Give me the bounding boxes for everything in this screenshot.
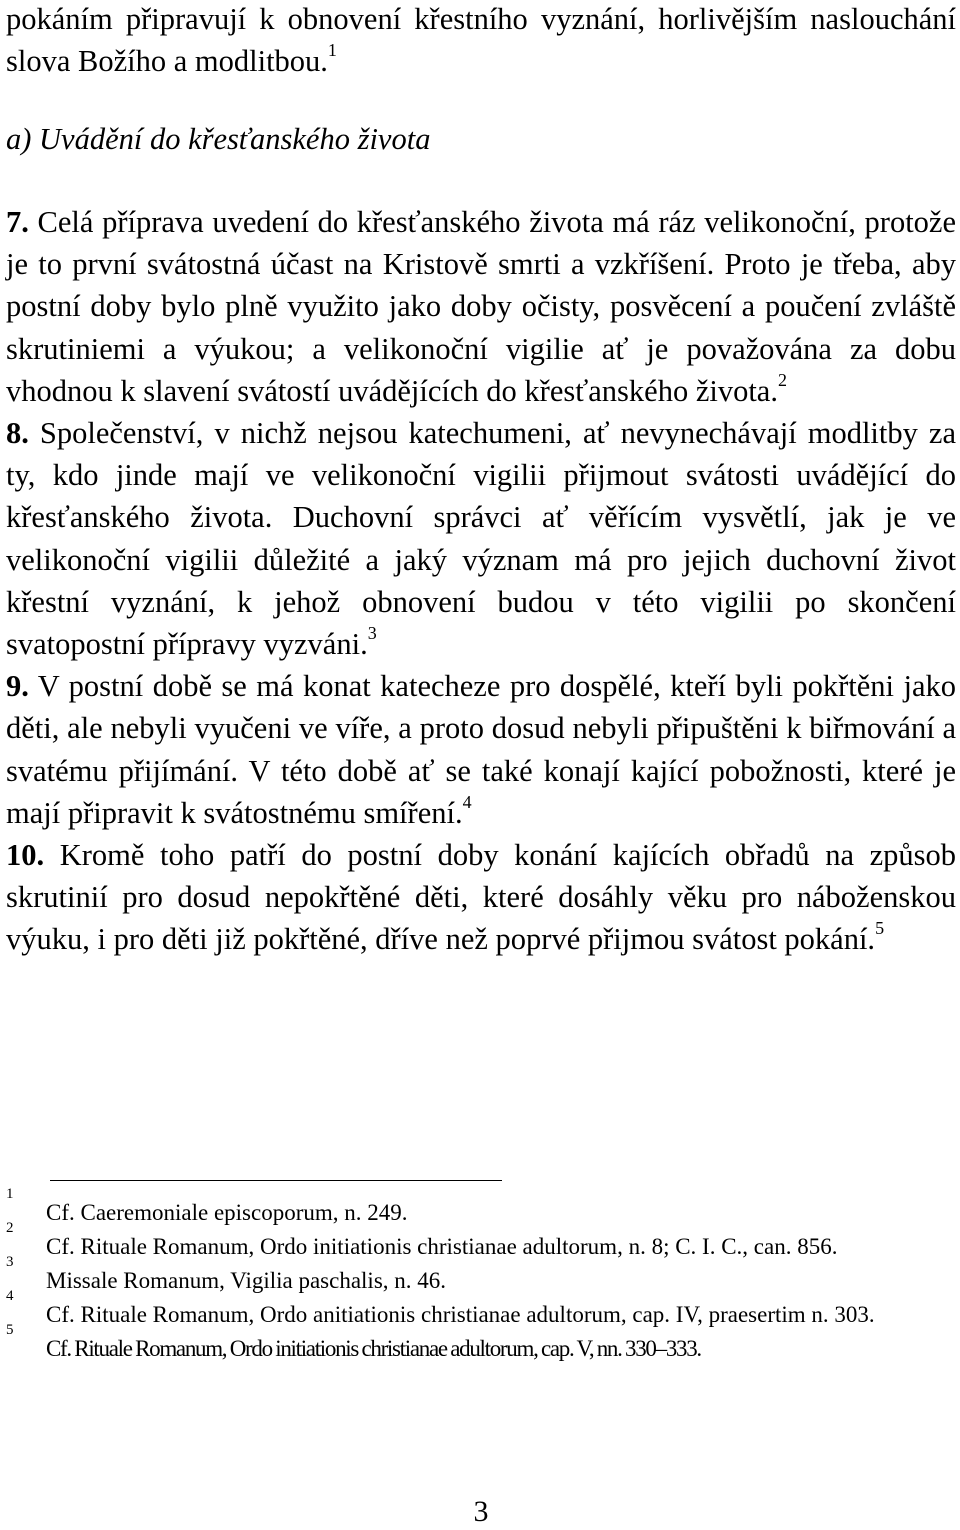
paragraph-continuation <box>6 0 956 82</box>
intro-paragraph <box>6 0 956 82</box>
paragraph-text: Společenství, v nichž nejsou katechumeni, ať nevynechávají modlitby za ty, kdo jinde mají ve velikonoční vigilii přijmout svátosti uvádějící do křesťanského života. Duchovní správci ať věřícím vysvětlí, jak je ve velikonoční vigilii důležité a jaký význam má pro jejich duchovní život křestní vyznání, k jehož obnovení budou v této vigilii po skončení svatopostní přípravy vyzváni. <box>6 416 956 662</box>
footnote-mark: 3 <box>6 1254 14 1270</box>
section-heading: a) Uvádění do křesťanského života <box>6 122 431 156</box>
footnote-text: Cf. Rituale Romanum, Ordo initiationis christianae adultorum, cap. V, nn. 330–333. <box>46 1336 701 1361</box>
paragraph-10 <box>6 834 956 961</box>
paragraph-number: 10. <box>6 838 45 873</box>
footnote-mark: 1 <box>6 1186 14 1202</box>
footnote-mark: 5 <box>6 1322 14 1338</box>
footnote-reference[interactable]: 3 <box>367 622 377 643</box>
footnote-reference[interactable]: 4 <box>462 791 472 812</box>
footnote-5 <box>6 1322 956 1366</box>
paragraph-text: Kromě toho patří do postní doby konání kajících obřadů na způsob skrutinií pro dosud nepokřtěné děti, které dosáhly věku pro náboženskou výuku, i pro děti již pokřtěné, dříve než poprvé přijmou svátost pokání. <box>6 838 956 957</box>
footnote-text: Cf. Rituale Romanum, Ordo initiationis christianae adultorum, n. 8; C. I. C., can. 856. <box>46 1234 838 1259</box>
footnotes <box>6 1186 956 1366</box>
paragraph-text: pokáním připravují k obnovení křestního vyznání, horlivějším naslouchání slova Božího a modlitbou. <box>6 2 956 79</box>
footnote-1 <box>6 1186 956 1230</box>
numbered-paragraphs <box>6 201 956 961</box>
footnote-text: Missale Romanum, Vigilia paschalis, n. 46. <box>46 1268 447 1293</box>
paragraph-8 <box>6 412 956 665</box>
paragraph-number: 7. <box>6 205 29 239</box>
footnote-3 <box>6 1254 956 1298</box>
paragraph-7 <box>6 201 956 412</box>
footnote-reference[interactable]: 1 <box>327 40 337 61</box>
footnote-text: Cf. Caeremoniale episcoporum, n. 249. <box>46 1200 408 1225</box>
paragraph-9 <box>6 665 956 834</box>
paragraph-text: Celá příprava uvedení do křesťanského života má ráz velikonoční, protože je to první svátostná účast na Kristově smrti a vzkříšení. Proto je třeba, aby postní doby bylo plně využito jako doby očisty, posvěcení a poučení zvláště skrutiniemi a výukou; a velikonoční vigilie ať je považována za dobu vhodnou k slavení svátostí uvádějících do křesťanského života. <box>6 205 956 408</box>
footnote-text: Cf. Rituale Romanum, Ordo anitiationis christianae adultorum, cap. IV, praesertim n. 303. <box>46 1302 875 1327</box>
footnote-mark: 2 <box>6 1220 14 1236</box>
paragraph-number: 9. <box>6 669 29 704</box>
footnote-4 <box>6 1288 956 1332</box>
footnote-mark: 4 <box>6 1288 14 1304</box>
paragraph-text: V postní době se má konat katecheze pro dospělé, kteří byli pokřtěni jako děti, ale nebyli vyučeni ve víře, a proto dosud nebyli připuštěni k biřmování a svatému přijímání. V této době ať se také konají kající pobožnosti, které je mají připravit k svátostnému smíření. <box>6 669 956 830</box>
page-number: 3 <box>473 1495 489 1528</box>
paragraph-number: 8. <box>6 416 29 451</box>
footnote-separator <box>50 1180 502 1181</box>
footnote-2 <box>6 1220 956 1264</box>
footnote-reference[interactable]: 2 <box>777 369 787 390</box>
footnote-reference[interactable]: 5 <box>875 918 885 939</box>
